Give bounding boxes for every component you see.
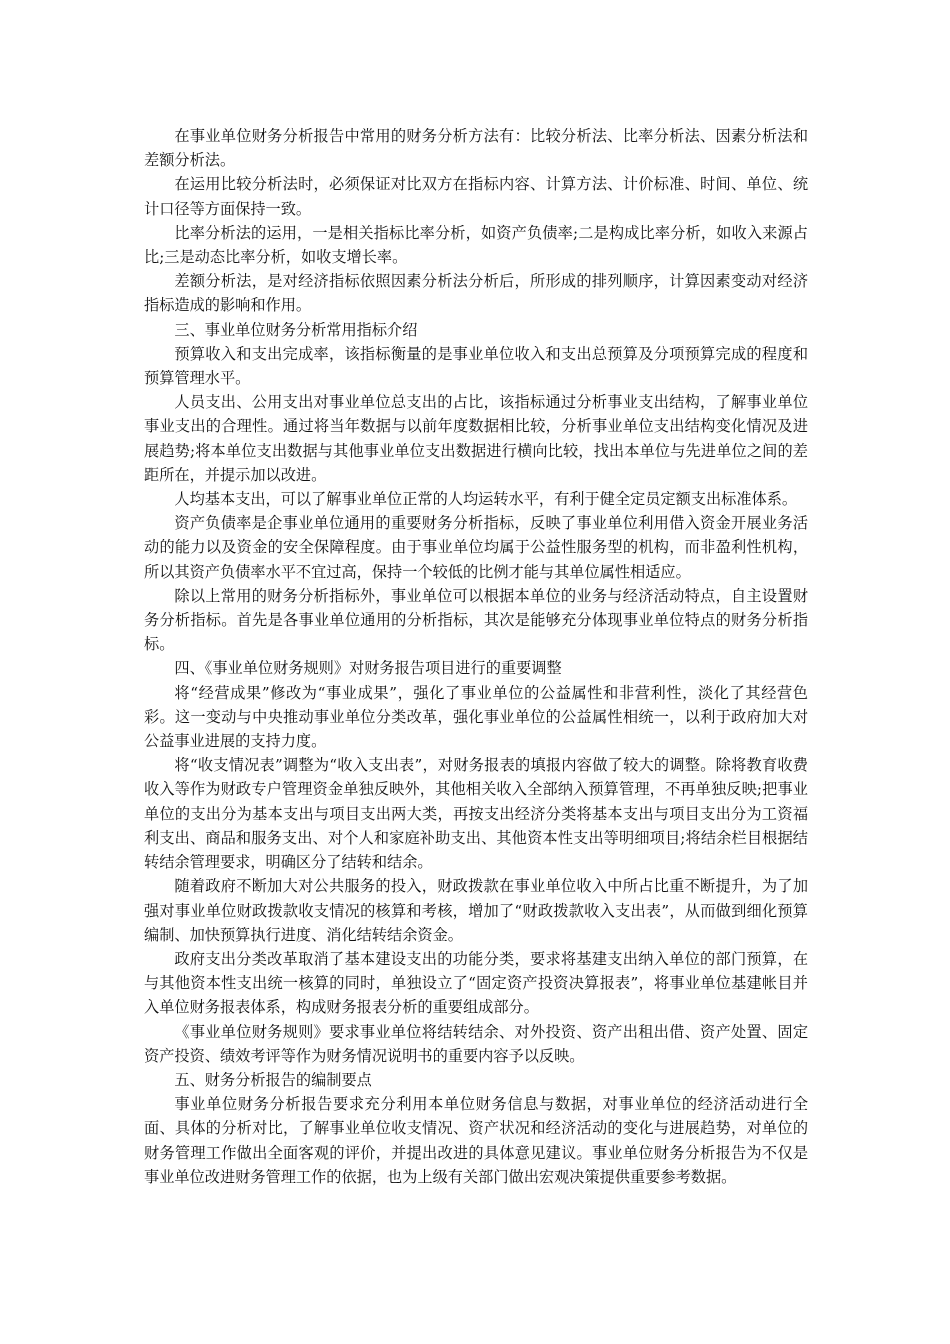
section-heading: 五、财务分析报告的编制要点 bbox=[174, 1070, 372, 1089]
paragraph: 差额分析法，是对经济指标依照因素分析法分析后，所形成的排列顺序，计算因素变动对经济指标造成的影响和作用。 bbox=[144, 272, 808, 315]
paragraph: 除以上常用的财务分析指标外，事业单位可以根据本单位的业务与经济活动特点，自主设置财务分析指标。首先是各事业单位通用的分析指标，其次是能够充分体现事业单位特点的财务分析指标。 bbox=[144, 586, 808, 654]
document-body bbox=[144, 124, 808, 1189]
paragraph: 人均基本支出，可以了解事业单位正常的人均运转水平，有利于健全定员定额支出标准体系。 bbox=[174, 490, 798, 509]
paragraph: 资产负债率是企事业单位通用的重要财务分析指标，反映了事业单位利用借入资金开展业务活动的能力以及资金的安全保障程度。由于事业单位均属于公益性服务型的机构，而非盈利性机构，所以其资产负债率水平不宜过高，保持一个较低的比例才能与其单位属性相适应。 bbox=[144, 514, 808, 581]
paragraph: 比率分析法的运用，一是相关指标比率分析，如资产负债率;二是构成比率分析，如收入来源占比;三是动态比率分析，如收支增长率。 bbox=[144, 223, 808, 267]
paragraph: 政府支出分类改革取消了基本建设支出的功能分类，要求将基建支出纳入单位的部门预算，在与其他资本性支出统一核算的同时，单独设立了“固定资产投资决算报表”，将事业单位基建帐目并入单位财务报表体系，构成财务报表分析的重要组成部分。 bbox=[144, 949, 808, 1017]
paragraph: 将“收支情况表”调整为“收入支出表”，对财务报表的填报内容做了较大的调整。除将教育收费收入等作为财政专户管理资金单独反映外，其他相关收入全部纳入预算管理，不再单独反映;把事业单位的支出分为基本支出与项目支出两大类，再按支出经济分类将基本支出与项目支出分为工资福利支出、商品和服务支出、对个人和家庭补助支出、其他资本性支出等明细项目;将结余栏目根据结转结余管理要求，明确区分了结转和结余。 bbox=[144, 756, 808, 872]
section-heading: 四、《事业单位财务规则》对财务报告项目进行的重要调整 bbox=[174, 659, 562, 678]
paragraph: 随着政府不断加大对公共服务的投入，财政拨款在事业单位收入中所占比重不断提升，为了加强对事业单位财政拨款收支情况的核算和考核，增加了“财政拨款收入支出表”，从而做到细化预算编制、加快预算执行进度、消化结转结余资金。 bbox=[144, 877, 808, 944]
paragraph: 将“经营成果”修改为“事业成果”，强化了事业单位的公益属性和非营利性，淡化了其经营色彩。这一变动与中央推动事业单位分类改革，强化事业单位的公益属性相统一，以利于政府加大对公益事业进展的支持力度。 bbox=[144, 683, 808, 751]
paragraph: 《事业单位财务规则》要求事业单位将结转结余、对外投资、资产出租出借、资产处置、固定资产投资、绩效考评等作为财务情况说明书的重要内容予以反映。 bbox=[144, 1022, 808, 1065]
paragraph: 在事业单位财务分析报告中常用的财务分析方法有：比较分析法、比率分析法、因素分析法和差额分析法。 bbox=[144, 127, 808, 170]
paragraph: 预算收入和支出完成率，该指标衡量的是事业单位收入和支出总预算及分项预算完成的程度和预算管理水平。 bbox=[144, 344, 808, 388]
section-heading: 三、事业单位财务分析常用指标介绍 bbox=[174, 320, 418, 339]
paragraph: 人员支出、公用支出对事业单位总支出的占比，该指标通过分析事业支出结构，了解事业单位事业支出的合理性。通过将当年数据与以前年度数据相比较，分析事业单位支出结构变化情况及进展趋势;将本单位支出数据与其他事业单位支出数据进行横向比较，找出本单位与先进单位之间的差距所在，并提示加以改进。 bbox=[144, 393, 808, 484]
paragraph: 在运用比较分析法时，必须保证对比双方在指标内容、计算方法、计价标准、时间、单位、统计口径等方面保持一致。 bbox=[144, 175, 808, 218]
paragraph: 事业单位财务分析报告要求充分利用本单位财务信息与数据，对事业单位的经济活动进行全面、具体的分析对比，了解事业单位收支情况、资产状况和经济活动的变化与进展趋势，对单位的财务管理工作做出全面客观的评价，并提出改进的具体意见建议。事业单位财务分析报告为不仅是事业单位改进财务管理工作的依据，也为上级有关部门做出宏观决策提供重要参考数据。 bbox=[144, 1095, 808, 1186]
